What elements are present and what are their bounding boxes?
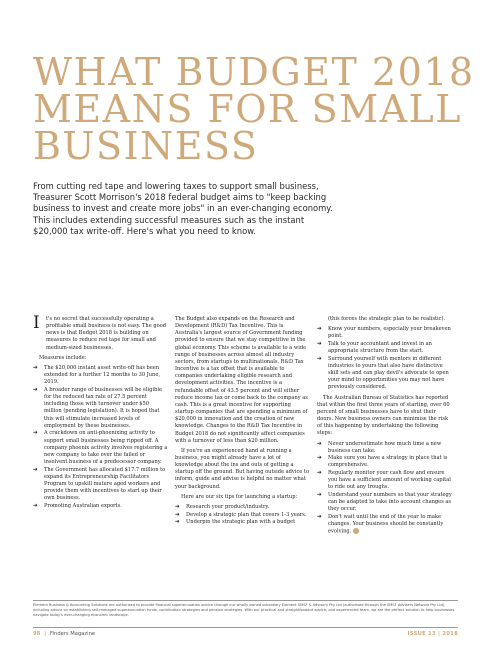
disclaimer: Element Business & Accounting Solutions are authorised to provide financial superannuation advice through our wholly owned subsidiary Element SMSF & Advisory Pty Ltd (authorised through the SMSF Advisers Network Pty Ltd), including advice on establishing self-managed superannuation funds, contribution strategies and pension strategies. With our practical and straightforward advice, and experienced team, we are the perfect solution to help businesses navigate today's ever-changing economic landscape. bbox=[33, 603, 455, 618]
list-item-text: Promoting Australian exports. bbox=[44, 502, 122, 509]
list-item-text: Never underestimate how much time a new business can take. bbox=[328, 440, 442, 454]
paragraph: If you're an experienced hand at running a business, you might already have a lot of knowledge about the ins and outs of getting a startup off the ground. But having outside advice to inform, guide and advise is helpful no matter what your background. bbox=[175, 447, 310, 490]
title-line: BUSINESS bbox=[33, 124, 259, 168]
list-item bbox=[317, 470, 452, 491]
divider bbox=[33, 600, 458, 601]
article-title bbox=[33, 50, 475, 168]
intro-paragraph: From cutting red tape and lowering taxes to support small business, Treasurer Scott Morrison's 2018 federal budget aims to "keep backing business to invest and create more jobs" in an ever-changing economy. This includes extending successful measures such as the instant $20,000 tax write-off. Here's what you need to know. bbox=[33, 181, 333, 236]
list-item bbox=[33, 467, 168, 503]
tips-list-more bbox=[317, 326, 452, 391]
magazine-name: Finders Magazine bbox=[49, 631, 96, 637]
list-item-text: Make sure you have a strategy in place that is comprehensive. bbox=[328, 455, 448, 469]
list-item-text: Surround yourself with mentors in different industries to yours that also have distinctive skill sets and can play devil's advocate to open your mind to opportunities you may not have previously considered. bbox=[328, 355, 449, 391]
arrow-right-icon: ➔ bbox=[33, 430, 38, 437]
measures-heading: Measures include: bbox=[39, 354, 87, 361]
list-item-text: Don't wait until the end of the year to make changes. Your business should be constantly evolving. bbox=[328, 514, 444, 535]
arrow-right-icon: ➔ bbox=[33, 364, 38, 371]
list-item bbox=[317, 356, 452, 392]
arrow-right-icon: ➔ bbox=[317, 514, 322, 521]
arrow-right-icon: ➔ bbox=[317, 440, 322, 447]
title-line: WHAT BUDGET 2018 bbox=[33, 50, 475, 94]
list-item-text: Research your product/industry. bbox=[186, 503, 270, 510]
list-item bbox=[317, 441, 452, 455]
arrow-right-icon: ➔ bbox=[317, 492, 322, 499]
list-item-text: Understand your numbers so that your strategy can be adapted to take into account changes as they occur. bbox=[328, 492, 452, 513]
footer-divider bbox=[33, 627, 458, 628]
paragraph: The Australian Bureau of Statistics has reported that within the first three years of starting, over 60 percent of small businesses have to shut their doors. New business owners can minimise the risk of this happening by undertaking the following steps: bbox=[317, 394, 450, 437]
arrow-right-icon: ➔ bbox=[175, 503, 180, 510]
opening-paragraph bbox=[33, 313, 168, 352]
list-item bbox=[33, 365, 168, 386]
steps-list bbox=[317, 441, 452, 537]
list-item bbox=[317, 326, 452, 340]
arrow-right-icon: ➔ bbox=[33, 386, 38, 393]
footer-separator: | bbox=[44, 631, 46, 637]
list-item bbox=[317, 492, 452, 513]
tips-list bbox=[175, 504, 310, 526]
paragraph: The Budget also expands on the Research and Development (R&D) Tax Incentive. This is Australia's largest source of Government funding provided to ensure that we stay competitive in the global economy. This scheme is available to a wide range of businesses across almost all industry sectors, from startups to multinationals. R&D Tax Incentive is a tax offset that is available to companies undertaking eligible research and development activities. The incentive is a refundable offset of 43.5 percent and will either reduce income tax or come back to the company as cash. This is a great incentive for supporting startup companies that are spending a minimum of $20,000 in innovation and the creation of new knowledge. Changes to the R&D Tax Incentive in Budget 2018 do not significantly affect companies with a turnover of less than $20 million. bbox=[175, 316, 308, 444]
measures-list bbox=[33, 365, 168, 510]
arrow-right-icon: ➔ bbox=[33, 466, 38, 473]
list-item bbox=[33, 387, 168, 430]
page-number: 98 bbox=[33, 631, 41, 637]
list-item bbox=[33, 503, 168, 510]
footer-left bbox=[33, 631, 95, 637]
article-column-1 bbox=[33, 313, 168, 513]
drop-cap: I bbox=[33, 313, 40, 333]
arrow-right-icon: ➔ bbox=[175, 519, 180, 526]
list-item-text: A crackdown on anti-phoenixing activity to support small businesses being ripped off. A company phoenix activity involves registering a new company to take over the failed or insolvent business of a predecessor company. bbox=[44, 430, 168, 465]
page-footer bbox=[33, 630, 458, 640]
list-item-text: A broader range of businesses will be eligible for the reduced tax rate of 27.5 percent including those with turnover under $50 million (pending legislation). It is hoped that this will stimulate increased levels of employment by these businesses. bbox=[44, 386, 163, 429]
list-item-text: Regularly monitor your cash flow and ensure you have a sufficient amount of working capital to ride out any troughs. bbox=[328, 470, 451, 491]
list-item bbox=[175, 512, 310, 519]
tips-list-continued bbox=[317, 316, 452, 323]
list-item bbox=[317, 455, 452, 469]
list-item-text: Talk to your accountant and invest in an appropriate structure from the start. bbox=[328, 340, 432, 355]
list-item-text: Know your numbers, especially your breakeven point. bbox=[328, 326, 451, 340]
opening-paragraph-text: t's no secret that successfully operating a profitable small business is not easy. The good news is that Budget 2018 is building on measures to reduce red tape for small and medium-sized businesses. bbox=[46, 316, 166, 351]
list-item-continuation: (this forces the strategic plan to be realistic). bbox=[328, 316, 446, 322]
article-column-2 bbox=[175, 316, 310, 529]
arrow-right-icon: ➔ bbox=[33, 502, 38, 509]
list-item-text: The $20,000 instant asset write-off has been extended for a further 12 months to 30 June, 2019. bbox=[44, 364, 160, 386]
article-column-3 bbox=[317, 316, 452, 539]
arrow-right-icon: ➔ bbox=[175, 511, 180, 518]
end-mark-icon bbox=[353, 528, 359, 534]
arrow-right-icon: ➔ bbox=[317, 355, 322, 362]
list-item bbox=[317, 514, 452, 536]
title-line: MEANS FOR SMALL bbox=[33, 87, 463, 131]
issue-label: ISSUE 13 | 2018 bbox=[407, 631, 458, 637]
list-item bbox=[317, 341, 452, 355]
list-item bbox=[33, 430, 168, 466]
list-item-text: Develop a strategic plan that covers 1-3 years. bbox=[186, 511, 307, 518]
arrow-right-icon: ➔ bbox=[317, 470, 322, 477]
arrow-right-icon: ➔ bbox=[317, 326, 322, 333]
tips-heading: Here are our six tips for launching a startup: bbox=[181, 493, 298, 500]
arrow-right-icon: ➔ bbox=[317, 455, 322, 462]
list-item bbox=[175, 504, 310, 511]
list-item bbox=[175, 519, 310, 526]
list-item-text: The Government has allocated $17.7 million to expand its Entrepreneurship Facilitators Program to upskill mature aged workers and provide them with incentives to start up their own business. bbox=[44, 466, 166, 502]
arrow-right-icon: ➔ bbox=[317, 340, 322, 347]
list-item-text: Underpin the strategic plan with a budget bbox=[186, 519, 296, 526]
